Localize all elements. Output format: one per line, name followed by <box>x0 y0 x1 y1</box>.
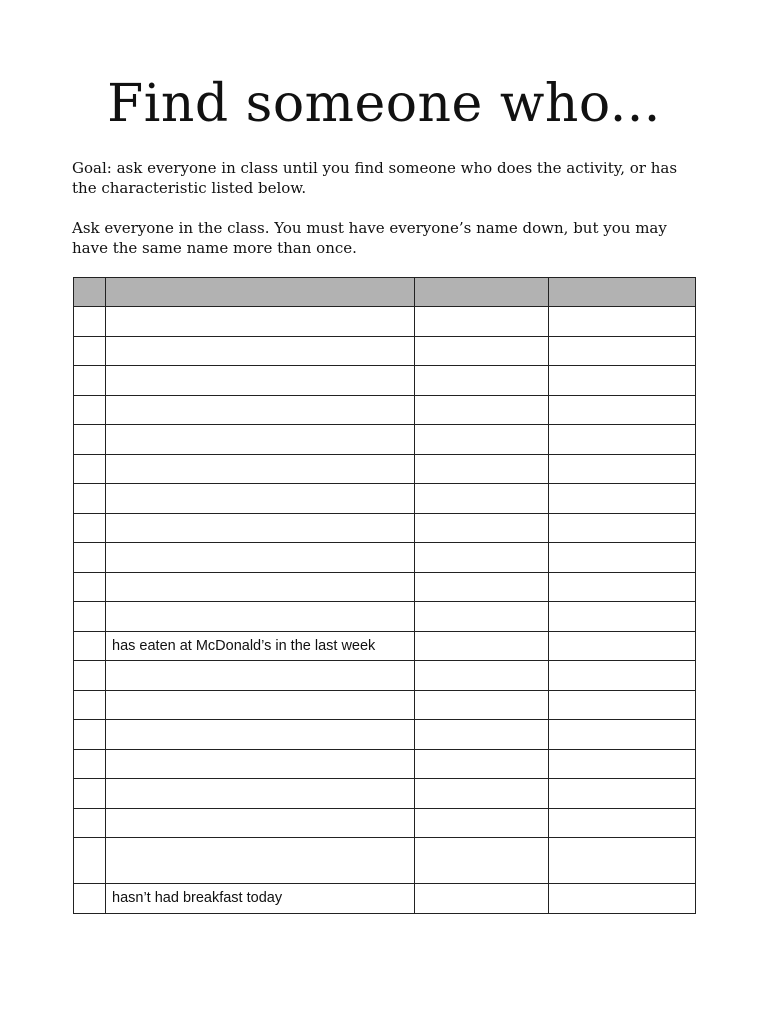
table-row <box>74 661 696 691</box>
header-cell-number <box>74 278 106 307</box>
find-someone-table <box>73 277 696 914</box>
name-cell[interactable] <box>415 661 549 691</box>
number-cell <box>74 366 106 396</box>
page-title: Find someone who... <box>107 74 661 134</box>
table-row <box>74 779 696 809</box>
details-cell[interactable] <box>549 690 696 720</box>
table-row <box>74 884 696 914</box>
details-cell[interactable] <box>549 631 696 661</box>
table-row <box>74 749 696 779</box>
table-row <box>74 808 696 838</box>
description-cell: hasn’t had breakfast today <box>106 884 415 914</box>
table-row <box>74 366 696 396</box>
number-cell <box>74 425 106 455</box>
description-cell <box>106 838 415 884</box>
number-cell <box>74 631 106 661</box>
description-cell <box>106 808 415 838</box>
header-cell-description <box>106 278 415 307</box>
details-cell[interactable] <box>549 484 696 514</box>
details-cell[interactable] <box>549 661 696 691</box>
description-cell <box>106 779 415 809</box>
name-cell[interactable] <box>415 513 549 543</box>
goal-instructions: Goal: ask everyone in class until you find someone who does the activity, or has the characteristic listed below. <box>72 159 678 197</box>
number-cell <box>74 602 106 632</box>
details-cell[interactable] <box>549 602 696 632</box>
description-cell <box>106 395 415 425</box>
name-cell[interactable] <box>415 543 549 573</box>
details-cell[interactable] <box>549 513 696 543</box>
number-cell <box>74 336 106 366</box>
description-cell <box>106 307 415 337</box>
number-cell <box>74 779 106 809</box>
name-cell[interactable] <box>415 690 549 720</box>
number-cell <box>74 720 106 750</box>
name-cell[interactable] <box>415 808 549 838</box>
description-cell: has eaten at McDonald’s in the last week <box>106 631 415 661</box>
description-cell <box>106 572 415 602</box>
number-cell <box>74 543 106 573</box>
details-cell[interactable] <box>549 395 696 425</box>
description-cell <box>106 366 415 396</box>
ask-instructions: Ask everyone in the class. You must have everyone’s name down, but you may have the same name more than once. <box>72 219 667 257</box>
details-cell[interactable] <box>549 336 696 366</box>
name-cell[interactable] <box>415 454 549 484</box>
table-row <box>74 602 696 632</box>
name-cell[interactable] <box>415 484 549 514</box>
description-cell <box>106 602 415 632</box>
details-cell[interactable] <box>549 543 696 573</box>
header-cell-name <box>415 278 549 307</box>
number-cell <box>74 884 106 914</box>
table-row <box>74 484 696 514</box>
name-cell[interactable] <box>415 395 549 425</box>
table-header-row <box>74 278 696 307</box>
table-row <box>74 395 696 425</box>
name-cell[interactable] <box>415 720 549 750</box>
description-cell <box>106 484 415 514</box>
table-row <box>74 631 696 661</box>
number-cell <box>74 690 106 720</box>
description-cell <box>106 454 415 484</box>
details-cell[interactable] <box>549 720 696 750</box>
details-cell[interactable] <box>549 366 696 396</box>
table-row <box>74 720 696 750</box>
details-cell[interactable] <box>549 838 696 884</box>
name-cell[interactable] <box>415 838 549 884</box>
table-row <box>74 336 696 366</box>
table-row <box>74 307 696 337</box>
description-cell <box>106 336 415 366</box>
details-cell[interactable] <box>549 808 696 838</box>
name-cell[interactable] <box>415 366 549 396</box>
name-cell[interactable] <box>415 425 549 455</box>
table-row <box>74 454 696 484</box>
table-row <box>74 543 696 573</box>
number-cell <box>74 454 106 484</box>
description-cell <box>106 690 415 720</box>
description-cell <box>106 543 415 573</box>
details-cell[interactable] <box>549 749 696 779</box>
details-cell[interactable] <box>549 572 696 602</box>
number-cell <box>74 307 106 337</box>
table-row <box>74 513 696 543</box>
description-cell <box>106 661 415 691</box>
table-row <box>74 425 696 455</box>
name-cell[interactable] <box>415 884 549 914</box>
name-cell[interactable] <box>415 307 549 337</box>
details-cell[interactable] <box>549 454 696 484</box>
number-cell <box>74 395 106 425</box>
name-cell[interactable] <box>415 572 549 602</box>
description-cell <box>106 720 415 750</box>
description-cell <box>106 513 415 543</box>
details-cell[interactable] <box>549 425 696 455</box>
name-cell[interactable] <box>415 779 549 809</box>
description-cell <box>106 749 415 779</box>
table-row <box>74 690 696 720</box>
header-cell-details <box>549 278 696 307</box>
number-cell <box>74 484 106 514</box>
number-cell <box>74 749 106 779</box>
table-row <box>74 838 696 884</box>
number-cell <box>74 808 106 838</box>
name-cell[interactable] <box>415 336 549 366</box>
details-cell[interactable] <box>549 307 696 337</box>
number-cell <box>74 838 106 884</box>
table-row <box>74 572 696 602</box>
name-cell[interactable] <box>415 602 549 632</box>
number-cell <box>74 572 106 602</box>
name-cell[interactable] <box>415 749 549 779</box>
details-cell[interactable] <box>549 779 696 809</box>
description-cell <box>106 425 415 455</box>
details-cell[interactable] <box>549 884 696 914</box>
number-cell <box>74 661 106 691</box>
number-cell <box>74 513 106 543</box>
name-cell[interactable] <box>415 631 549 661</box>
